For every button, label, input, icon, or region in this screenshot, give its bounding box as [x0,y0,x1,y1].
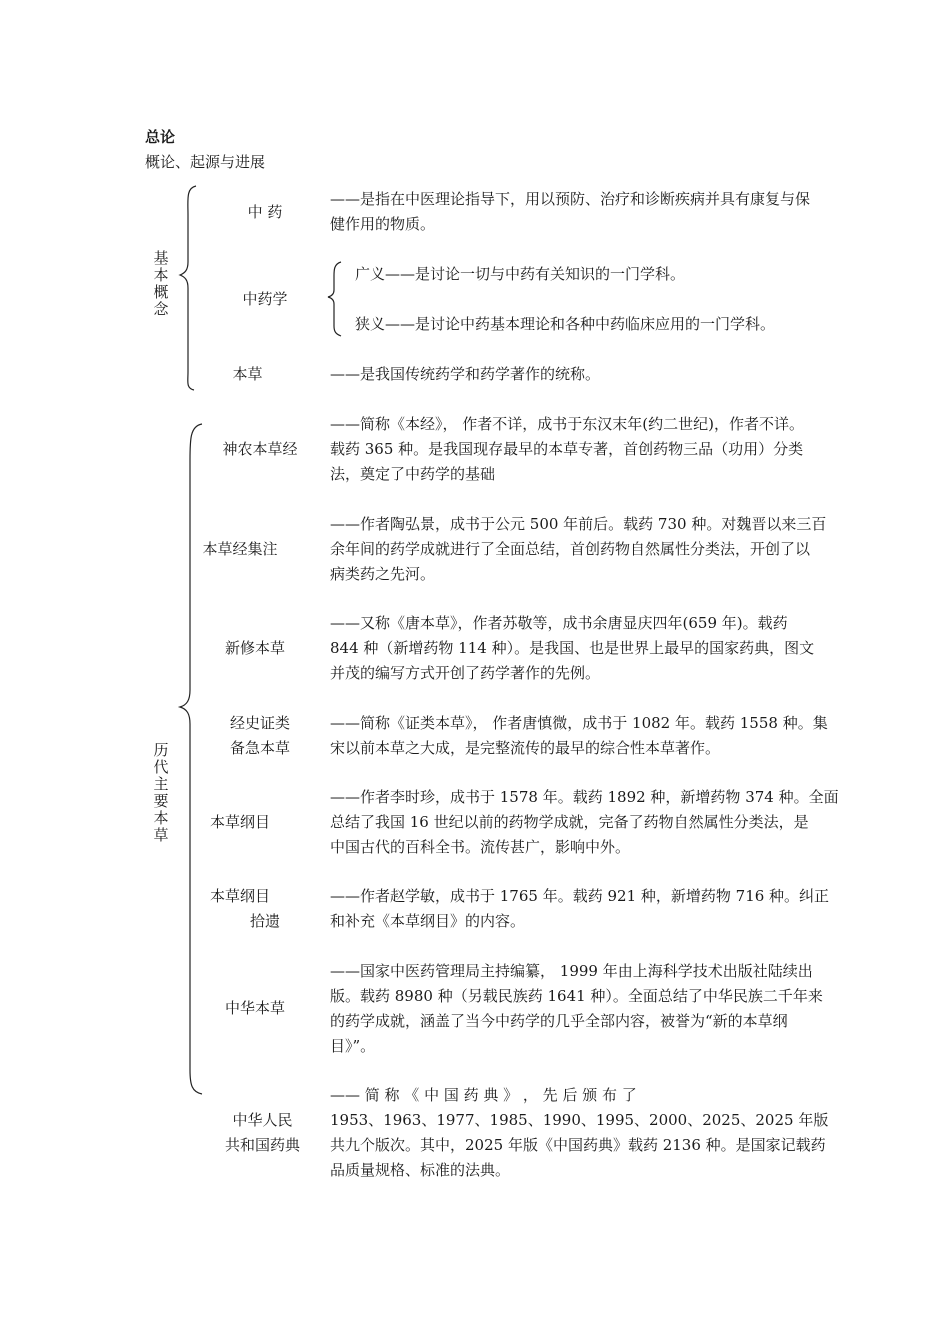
term-zhonghua-bencao: 中华本草 [224,999,285,1017]
desc-zhonghua-line4: 目》”。 [330,1037,376,1055]
desc-pharmacopoeia-line3: 共九个版次。其中，2025 年版《中国药典》载药 2136 种。是国家记载药 [330,1136,826,1154]
desc-xinxiu-line2: 844 种（新增药物 114 种）。是我国、也是世界上最早的国家药典，图文 [330,639,815,657]
desc-xinxiu-line1: ——又称《唐本草》，作者苏敬等，成书余唐显庆四年(659 年)。载药 [330,614,788,632]
desc-shennong-line2: 载药 365 种。是我国现存最早的本草专著，首创药物三品（功用）分类 [330,440,804,458]
term-zhongyao: 中 药 [247,203,283,221]
brace-historical-herbals [180,424,202,1094]
desc-pharmacopoeia-line1: —— 简 称 《 中 国 药 典 》 ， 先 后 颁 布 了 [330,1086,637,1104]
term-zhenglei-line1: 经史证类 [229,714,290,732]
desc-shiyi-line1: ——作者赵学敏，成书于 1765 年。载药 921 种，新增药物 716 种。纠正 [330,887,830,905]
brace-zhongyaoxue [328,262,341,336]
term-shennong-bencaojing: 神农本草经 [222,440,298,458]
term-pharmacopoeia-line1: 中华人民 [232,1111,293,1129]
section-heading: 总论 [145,128,176,146]
term-xinxiu-bencao: 新修本草 [224,639,285,657]
section-subheading: 概论、起源与进展 [145,153,266,171]
desc-zhongyao-line1: ——是指在中医理论指导下，用以预防、治疗和诊断疾病并具有康复与保 [330,190,811,208]
desc-jizhu-line3: 病类药之先河。 [330,565,436,583]
term-zhongyaoxue: 中药学 [242,290,288,308]
term-bencao-gangmu: 本草纲目 [209,813,270,831]
desc-shennong-line1: ——简称《本经》， 作者不详，成书于东汉末年(约二世纪)，作者不详。 [330,415,804,433]
desc-zhongyao-line2: 健作用的物质。 [330,215,436,233]
desc-zhonghua-line2: 版。载药 8980 种（另载民族药 1641 种）。全面总结了中华民族二千年来 [330,987,823,1005]
term-zhenglei-line2: 备急本草 [229,739,290,757]
desc-narrow-sense: 狭义——是讨论中药基本理论和各种中药临床应用的一门学科。 [355,315,776,333]
term-pharmacopoeia-line2: 共和国药典 [224,1136,300,1154]
desc-jizhu-line2: 余年间的药学成就进行了全面总结，首创药物自然属性分类法，开创了以 [330,540,811,558]
term-bencao: 本草 [232,365,263,383]
group-label-basic-concepts: 基本概念 [153,249,169,318]
desc-pharmacopoeia-line2: 1953、1963、1977、1985、1990、1995、2000、2025、2025 年版 [330,1111,829,1129]
desc-zhonghua-line1: ——国家中医药管理局主持编纂， 1999 年由上海科学技术出版社陆续出 [330,962,813,980]
desc-shiyi-line2: 和补充《本草纲目》的内容。 [330,912,526,930]
desc-zhenglei-line2: 宋以前本草之大成，是完整流传的最早的综合性本草著作。 [330,739,721,757]
term-gangmu-shiyi-line1: 本草纲目 [209,887,270,905]
desc-gangmu-line3: 中国古代的百科全书。流传甚广，影响中外。 [330,838,631,856]
term-bencaojing-jizhu: 本草经集注 [202,540,278,558]
desc-xinxiu-line3: 并茂的编写方式开创了药学著作的先例。 [330,664,601,682]
term-gangmu-shiyi-line2: 拾遗 [249,912,280,930]
desc-pharmacopoeia-line4: 品质量规格、标准的法典。 [330,1161,511,1179]
desc-broad-sense: 广义——是讨论一切与中药有关知识的一门学科。 [355,265,686,283]
desc-zhenglei-line1: ——简称《证类本草》， 作者唐慎微，成书于 1082 年。载药 1558 种。集 [330,714,828,732]
desc-jizhu-line1: ——作者陶弘景，成书于公元 500 年前后。载药 730 种。对魏晋以来三百 [330,515,827,533]
brace-basic-concepts [180,186,196,390]
desc-gangmu-line1: ——作者李时珍，成书于 1578 年。载药 1892 种，新增药物 374 种。全面 [330,788,839,806]
desc-zhonghua-line3: 的药学成就，涵盖了当今中药学的几乎全部内容，被誉为“新的本草纲 [330,1012,788,1030]
desc-bencao: ——是我国传统药学和药学著作的统称。 [330,365,601,383]
desc-shennong-line3: 法，奠定了中药学的基础 [330,465,496,483]
desc-gangmu-line2: 总结了我国 16 世纪以前的药物学成就，完备了药物自然属性分类法，是 [330,813,809,831]
group-label-historical-herbals: 历代主要本草 [153,741,169,844]
